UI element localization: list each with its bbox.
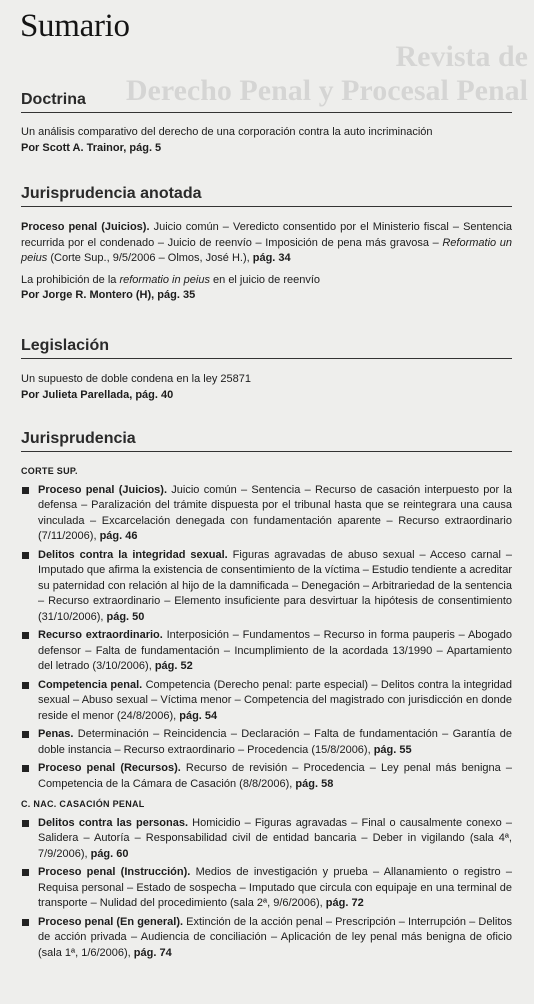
entry-text: Recurso de revisión – Procedencia – Ley penal más benigna – Competencia de la Cámara de Casación (8/8/2006), [38,762,512,790]
entry-title: Proceso penal (Recursos). [38,762,181,774]
list-item [21,628,512,675]
entry-text: Juicio común – Sentencia – Recurso de casación interpuesto por la defensa – Paralización del trámite dispuesta por el tribunal hasta que se reintegrara una causa vinculada – Excarcelación denegada con fundamentación aparente – Recurso extraordinario (7/11/2006), [38,483,512,542]
bullet-square-icon [22,919,29,926]
bullet-square-icon [22,869,29,876]
entry-page: pág. 55 [373,743,412,756]
section-heading-legislacion: Legislación [21,337,512,359]
entry-text: Competencia (Derecho penal: parte especial) – Delitos contra la integridad sexual – Abuso sexual – Víctima menor – Competencia del magistrado con jurisdicción en donde reside el menor (24/8/2006), [38,678,512,722]
section-heading-jurisprudencia: Jurisprudencia [21,430,512,452]
bullet-square-icon [22,487,29,494]
bleed-line-1: Revista de [395,40,528,73]
anotada-entry [21,220,512,267]
section-heading-doctrina: Doctrina [21,91,512,113]
jurisprudencia-anotada-block [21,220,512,310]
entry-page: pág. 72 [325,897,364,909]
entry-title: Delitos contra las personas. [38,816,188,829]
bullet-square-icon [22,765,29,772]
legislacion-author: Por Julieta Parellada, pág. 40 [21,388,174,401]
entry-title: Penas. [38,728,74,740]
bullet-square-icon [22,632,29,639]
bullet-square-icon [22,731,29,738]
section-heading-jurisprudencia-anotada: Jurisprudencia anotada [21,185,512,207]
court-entry-list [21,483,512,793]
anotada-note-author: Por Jorge R. Montero (H), pág. 35 [21,289,196,301]
bullet-square-icon [22,820,29,827]
list-item [21,548,512,626]
entry-page: pág. 54 [179,709,218,722]
doctrina-author: Por Scott A. Trainor, pág. 5 [21,141,162,154]
anotada-entry-italic: Reformatio un peius [21,236,513,264]
entry-page: pág. 46 [99,530,138,542]
anotada-note-italic: reformatio in peius [119,273,210,286]
list-item [21,915,512,962]
anotada-entry-tail: (Corte Sup., 9/5/2006 – Olmos, José H.), [47,252,253,264]
anotada-entry-title: Proceso penal (Juicios). [21,221,150,233]
entry-text: Figuras agravadas de abuso sexual – Acceso carnal – Imputado que afirma la existencia de consentimiento de la víctima – Estudio tendiente a acreditar su paternidad con relación al hijo de la damnificada – Denegación – Arbitrariedad de la sentencia – Recurso extraordinario – Elemento insuficiente para desvirtuar la hipótesis de consentimiento (31/10/2006), [38,548,512,623]
list-item [21,865,512,912]
page-title: Sumario [20,8,130,44]
doctrina-text: Un análisis comparativo del derecho de una corporación contra la auto incriminación [21,126,433,138]
legislacion-text: Un supuesto de doble condena en la ley 25871 [21,373,251,385]
anotada-note-post: en el juicio de reenvío [209,273,321,286]
entry-text: Medios de investigación y prueba – Allanamiento o registro – Requisa personal – Estado de sospecha – Imputado que circula con equipaje en una terminal de transporte – Nulidad del procedimiento (sala 2ª, 9/6/2006), [38,866,513,909]
list-item [21,761,512,792]
entry-title: Proceso penal (En general). [38,915,184,928]
entry-page: pág. 60 [90,847,129,860]
list-item [21,727,512,758]
bleed-line-2: Derecho Penal y Procesal Penal [125,74,528,107]
entry-page: pág. 58 [295,777,334,790]
court-entry-list [21,816,512,962]
entry-title: Delitos contra la integridad sexual. [38,548,228,561]
legislacion-block [21,372,512,409]
jurisprudencia-block [21,464,512,966]
entry-text: Extinción de la acción penal – Prescripción – Interrupción – Delitos de acción privada – Audiencia de conciliación – Aplicación de ley penal más benigna de oficio (sala 1ª, 1/6/2006), [38,915,512,959]
list-item [21,816,512,863]
entry-page: pág. 52 [154,660,193,672]
entry-title: Competencia penal. [38,678,143,691]
entry-title: Proceso penal (Instrucción). [38,866,191,878]
anotada-entry-page: pág. 34 [252,252,291,264]
anotada-entry-text: Juicio común – Veredicto consentido por el Ministerio fiscal – Sentencia recurrida por el condenado – Juicio de reenvío – Imposición de pena más gravosa – [21,221,513,249]
court-heading: C. NAC. CASACIÓN PENAL [21,799,145,809]
entry-text: Homicidio – Figuras agravadas – Final o causalmente conexo – Salidera – Autoría – Responsabilidad civil de entidad bancaria – Deber in vigilando (sala 4ª, 7/9/2006), [38,816,512,860]
entry-text: Determinación – Reincidencia – Declaración – Falta de fundamentación – Garantía de doble instancia – Recurso extraordinario – Procedencia (15/8/2006), [38,728,512,756]
doctrina-block [21,125,512,162]
court-heading: CORTE SUP. [21,466,78,476]
entry-text: Interposición – Fundamentos – Recurso in forma pauperis – Abogado defensor – Falta de fundamentación – Incumplimiento de la acordada 13/1990 – Apartamiento del letrado (3/10/2006), [38,629,512,672]
entry-title: Recurso extraordinario. [38,629,163,641]
entry-title: Proceso penal (Juicios). [38,483,168,496]
anotada-note-pre: La prohibición de la [21,273,120,286]
bullet-square-icon [22,552,29,559]
entry-page: pág. 50 [106,610,145,623]
bullet-square-icon [22,682,29,689]
list-item [21,483,512,545]
anotada-note [21,273,512,289]
list-item [21,678,512,725]
entry-page: pág. 74 [133,946,172,959]
